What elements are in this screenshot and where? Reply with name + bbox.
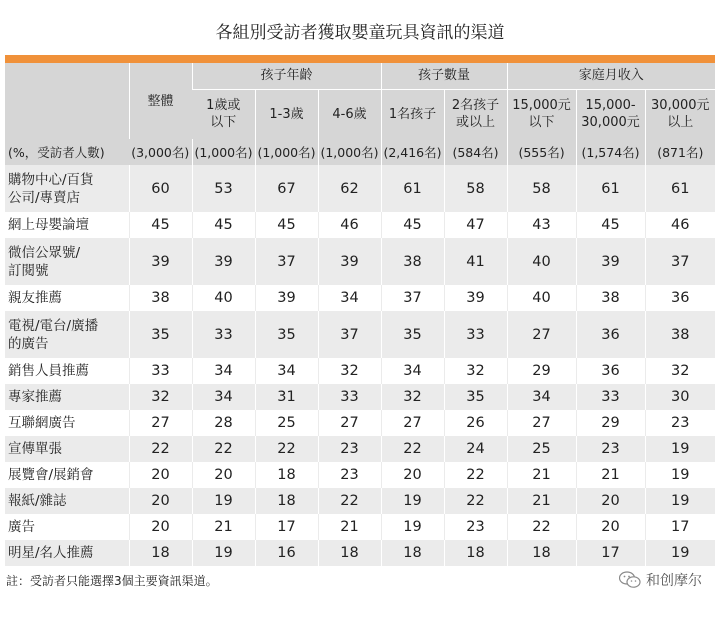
header-col-label [192, 89, 255, 139]
footnote: 註：受訪者只能選擇3個主要資訊渠道。 [6, 574, 218, 588]
header-col-label-line1: 2名孩子 [451, 98, 500, 114]
table-cell: 47 [444, 212, 507, 238]
table-cell: 22 [192, 436, 255, 462]
table-cell: 39 [192, 238, 255, 285]
header-col-sample: (584名) [444, 139, 507, 165]
row-label [5, 311, 129, 358]
table-cell: 19 [645, 540, 715, 566]
header-col-label-line2: 或以上 [456, 115, 496, 131]
table-cell: 19 [645, 488, 715, 514]
table-cell: 37 [645, 238, 715, 285]
table-cell: 34 [255, 358, 318, 384]
accent-bar [5, 55, 715, 63]
table-cell: 22 [507, 514, 576, 540]
table-cell: 33 [576, 384, 645, 410]
table-cell: 24 [444, 436, 507, 462]
table-cell: 19 [645, 436, 715, 462]
header-col-sample: (1,000名) [192, 139, 255, 165]
table-cell: 38 [129, 285, 192, 311]
table-cell: 20 [129, 462, 192, 488]
table-cell: 34 [318, 285, 381, 311]
row-label [5, 165, 129, 212]
table-cell: 20 [381, 462, 444, 488]
header-col-label [576, 89, 645, 139]
table-cell: 61 [576, 165, 645, 212]
table-cell: 25 [507, 436, 576, 462]
table-cell: 19 [381, 514, 444, 540]
row-label-line1: 報紙/雜誌 [8, 493, 67, 509]
header-col-label-line1: 30,000元 [651, 98, 710, 114]
table-cell: 32 [444, 358, 507, 384]
table-cell: 18 [507, 540, 576, 566]
header-col-sample: (555名) [507, 139, 576, 165]
table-cell: 36 [576, 358, 645, 384]
header-group-age: 孩子年齡 [192, 63, 381, 89]
table-cell: 32 [129, 384, 192, 410]
row-label-line2: 公司/專賣店 [8, 189, 81, 206]
table-cell: 58 [507, 165, 576, 212]
table-cell: 21 [318, 514, 381, 540]
header-col-label-line2: 以上 [667, 115, 694, 131]
row-label [5, 212, 129, 238]
channels-table [5, 63, 715, 566]
table-cell: 22 [129, 436, 192, 462]
table-cell: 28 [192, 410, 255, 436]
header-col-label-line1: 1名孩子 [388, 106, 437, 122]
table-cell: 17 [576, 540, 645, 566]
table-cell: 18 [444, 540, 507, 566]
table-cell: 20 [576, 488, 645, 514]
table-cell: 23 [576, 436, 645, 462]
table-cell: 45 [255, 212, 318, 238]
table-row [5, 410, 715, 436]
table-cell: 26 [444, 410, 507, 436]
table-cell: 16 [255, 540, 318, 566]
row-label [5, 238, 129, 285]
table-cell: 22 [444, 488, 507, 514]
table-cell: 22 [318, 488, 381, 514]
table-cell: 33 [318, 384, 381, 410]
row-label-line2: 訂閱號 [8, 262, 49, 279]
table-cell: 18 [255, 462, 318, 488]
row-label-line1: 親友推薦 [8, 290, 62, 306]
table-cell: 39 [444, 285, 507, 311]
table-cell: 36 [645, 285, 715, 311]
row-label [5, 540, 129, 566]
table-cell: 19 [192, 540, 255, 566]
row-label-line1: 展覽會/展銷會 [8, 467, 94, 483]
table-cell: 23 [444, 514, 507, 540]
header-col-label [318, 89, 381, 139]
wechat-icon [619, 571, 641, 589]
table-cell: 39 [255, 285, 318, 311]
brand-watermark [619, 570, 702, 590]
table-cell: 33 [444, 311, 507, 358]
table-cell: 20 [192, 462, 255, 488]
row-label-line1: 電視/電台/廣播 [8, 317, 99, 334]
table-cell: 39 [576, 238, 645, 285]
table-row [5, 285, 715, 311]
table-row [5, 436, 715, 462]
table-row [5, 311, 715, 358]
table-cell: 34 [192, 358, 255, 384]
table-cell: 31 [255, 384, 318, 410]
table-cell: 61 [381, 165, 444, 212]
table-cell: 18 [129, 540, 192, 566]
table-cell: 40 [507, 238, 576, 285]
header-group-children: 孩子數量 [381, 63, 507, 89]
table-row [5, 212, 715, 238]
table-cell: 32 [318, 358, 381, 384]
header-col-label-line1: 15,000- [585, 98, 636, 114]
header-col-label [381, 89, 444, 139]
table-cell: 37 [255, 238, 318, 285]
table-cell: 60 [129, 165, 192, 212]
header-col-label-line2: 30,000元 [581, 115, 640, 131]
table-row [5, 462, 715, 488]
table-cell: 33 [129, 358, 192, 384]
table-row [5, 540, 715, 566]
table-cell: 45 [381, 212, 444, 238]
table-cell: 39 [129, 238, 192, 285]
row-label-line1: 明星/名人推薦 [8, 545, 94, 561]
row-label-line1: 廣告 [8, 519, 35, 535]
header-group-income: 家庭月收入 [507, 63, 715, 89]
table-cell: 38 [576, 285, 645, 311]
row-label-line1: 網上母嬰論壇 [8, 217, 89, 233]
table-cell: 41 [444, 238, 507, 285]
table-cell: 27 [129, 410, 192, 436]
table-cell: 22 [381, 436, 444, 462]
table-cell: 29 [576, 410, 645, 436]
row-label [5, 410, 129, 436]
table-cell: 25 [255, 410, 318, 436]
header-col-sample: (871名) [645, 139, 715, 165]
row-label-line1: 宣傳單張 [8, 441, 62, 457]
table-cell: 46 [318, 212, 381, 238]
table-row [5, 358, 715, 384]
table-cell: 20 [576, 514, 645, 540]
row-label-line1: 銷售人員推薦 [8, 363, 89, 379]
table-cell: 43 [507, 212, 576, 238]
row-label-line1: 微信公眾號/ [8, 244, 81, 261]
row-label [5, 514, 129, 540]
table-cell: 22 [255, 436, 318, 462]
table-cell: 35 [255, 311, 318, 358]
table-cell: 23 [318, 462, 381, 488]
table-cell: 27 [507, 311, 576, 358]
table-cell: 45 [192, 212, 255, 238]
table-cell: 19 [645, 462, 715, 488]
table-cell: 34 [381, 358, 444, 384]
row-label [5, 384, 129, 410]
table-cell: 18 [381, 540, 444, 566]
table-cell: 35 [444, 384, 507, 410]
header-col-sample: (2,416名) [381, 139, 444, 165]
table-cell: 62 [318, 165, 381, 212]
row-label [5, 436, 129, 462]
row-label-line2: 的廣告 [8, 335, 49, 352]
row-label-line1: 購物中心/百貨 [8, 171, 94, 188]
table-cell: 27 [507, 410, 576, 436]
table-cell: 18 [255, 488, 318, 514]
table-cell: 37 [381, 285, 444, 311]
table-cell: 32 [381, 384, 444, 410]
table-row [5, 384, 715, 410]
table-cell: 39 [318, 238, 381, 285]
page-title: 各組別受訪者獲取嬰童玩具資訊的渠道 [215, 23, 505, 43]
row-label-line1: 互聯網廣告 [8, 415, 76, 431]
table-cell: 45 [129, 212, 192, 238]
header-col-label [645, 89, 715, 139]
table-cell: 45 [576, 212, 645, 238]
table-cell: 34 [192, 384, 255, 410]
table-cell: 61 [645, 165, 715, 212]
header-col-label-line2: 以下 [210, 115, 237, 131]
header-col-label [507, 89, 576, 139]
table-cell: 40 [507, 285, 576, 311]
header-label-col: (%，受訪者人數) [5, 63, 129, 165]
table-cell: 21 [507, 462, 576, 488]
table-cell: 46 [645, 212, 715, 238]
table-cell: 17 [645, 514, 715, 540]
header-col-label-line1: 4-6歲 [332, 106, 367, 122]
table-row [5, 165, 715, 212]
table-cell: 20 [129, 514, 192, 540]
header-col-sample: (1,000名) [318, 139, 381, 165]
table-cell: 20 [129, 488, 192, 514]
header-overall-n: (3,000名) [129, 139, 192, 165]
table-cell: 67 [255, 165, 318, 212]
table-cell: 38 [645, 311, 715, 358]
row-label [5, 358, 129, 384]
table-cell: 35 [381, 311, 444, 358]
table-cell: 32 [645, 358, 715, 384]
table-row [5, 514, 715, 540]
header-col-label-line2: 以下 [528, 115, 555, 131]
table-cell: 35 [129, 311, 192, 358]
header-col-label [255, 89, 318, 139]
table-cell: 27 [381, 410, 444, 436]
table-cell: 23 [318, 436, 381, 462]
table-cell: 18 [318, 540, 381, 566]
table-cell: 53 [192, 165, 255, 212]
table-cell: 21 [576, 462, 645, 488]
table-cell: 27 [318, 410, 381, 436]
table-cell: 17 [255, 514, 318, 540]
table-cell: 29 [507, 358, 576, 384]
table-cell: 36 [576, 311, 645, 358]
header-overall: 整體 [129, 63, 192, 139]
row-label [5, 285, 129, 311]
header-col-sample: (1,574名) [576, 139, 645, 165]
header-col-label-line1: 1歲或 [206, 98, 241, 114]
table-cell: 34 [507, 384, 576, 410]
header-col-label-line1: 15,000元 [512, 98, 571, 114]
table-cell: 33 [192, 311, 255, 358]
table-cell: 19 [192, 488, 255, 514]
brand-name: 和创摩尔 [646, 573, 702, 589]
row-label [5, 462, 129, 488]
header-col-label-line1: 1-3歲 [269, 106, 304, 122]
row-label [5, 488, 129, 514]
header-col-label [444, 89, 507, 139]
header-col-sample: (1,000名) [255, 139, 318, 165]
table-cell: 40 [192, 285, 255, 311]
table-cell: 21 [507, 488, 576, 514]
table-cell: 38 [381, 238, 444, 285]
table-cell: 21 [192, 514, 255, 540]
table-cell: 37 [318, 311, 381, 358]
table-cell: 22 [444, 462, 507, 488]
table-cell: 19 [381, 488, 444, 514]
row-label-line1: 專家推薦 [8, 389, 62, 405]
table-row [5, 488, 715, 514]
table-cell: 58 [444, 165, 507, 212]
table-cell: 23 [645, 410, 715, 436]
table-row [5, 238, 715, 285]
table-cell: 30 [645, 384, 715, 410]
